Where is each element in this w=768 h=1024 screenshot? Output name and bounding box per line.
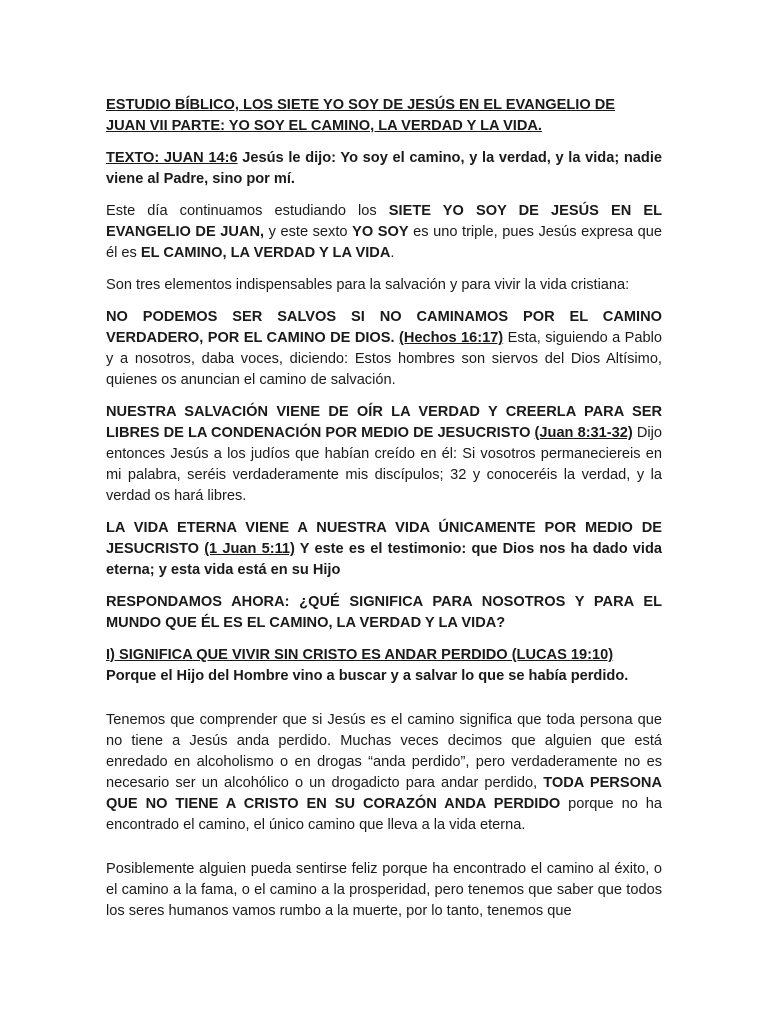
body-paragraph-2: Posiblemente alguien pueda sentirse feliz porque ha encontrado el camino al éxito, o el camino a la fama, o el camino a la prosperidad, pero tenemos que saber que todos los seres humanos vamos rumbo a la muerte, por lo tanto, tenemos que	[106, 861, 662, 919]
intro-text-2: y este sexto	[264, 224, 353, 240]
elements-intro: Son tres elementos indispensables para la salvación y para vivir la vida cristiana:	[106, 277, 630, 293]
title-line-1: ESTUDIO BÍBLICO, LOS SIETE YO SOY DE JESÚS EN EL EVANGELIO DE	[106, 97, 615, 113]
body-1-text-1: Tenemos que comprender que si Jesús es el camino significa que toda persona que no tiene a Jesús anda perdido. Muchas veces decimos que alguien que está enredado en alcoholismo o en drogas “anda perdido”, pero verdaderamente no es necesario ser un alcohólico o un drogadicto para andar perdido,	[106, 712, 662, 791]
intro-bold-1: SIETE YO SOY DE JESÚS EN EL EVANGELIO DE JUAN,	[106, 203, 662, 240]
body-1-bold: TODA PERSONA QUE NO TIENE A CRISTO EN SU CORAZÓN ANDA PERDIDO	[106, 775, 663, 812]
point-2-text: Dijo entonces Jesús a los judíos que habían creído en él: Si vosotros permaneciereis en mi palabra, seréis verdaderamente mis discípulos; 32 y conoceréis la verdad, y la verdad os hará libres.	[106, 425, 662, 504]
point-1	[106, 307, 662, 391]
section-1	[106, 645, 662, 687]
point-1-heading: NO PODEMOS SER SALVOS SI NO CAMINAMOS POR EL CAMINO VERDADERO, POR EL CAMINO DE DIOS.	[106, 309, 662, 346]
point-2	[106, 402, 662, 507]
key-verse	[106, 148, 662, 190]
point-3-heading: LA VIDA ETERNA VIENE A NUESTRA VIDA ÚNICAMENTE POR MEDIO DE JESUCRISTO	[106, 520, 662, 557]
key-verse-reference: TEXTO: JUAN 14:6	[106, 150, 238, 166]
intro-text-3: es uno triple, pues Jesús expresa que él es	[106, 224, 662, 261]
point-2-reference: (Juan 8:31-32)	[534, 425, 633, 441]
body-1-text-2: porque no ha encontrado el camino, el único camino que lleva a la vida eterna.	[106, 796, 662, 833]
intro-text-1: Este día continuamos estudiando los	[106, 203, 389, 219]
body-paragraph-1	[106, 710, 662, 836]
section-1-verse: Porque el Hijo del Hombre vino a buscar y a salvar lo que se había perdido.	[106, 668, 629, 684]
document-title	[106, 95, 662, 137]
point-2-heading: NUESTRA SALVACIÓN VIENE DE OÍR LA VERDAD Y CREERLA PARA SER LIBRES DE LA CONDENACIÓN POR MEDIO DE JESUCRISTO	[106, 404, 662, 441]
point-1-reference: (Hechos 16:17)	[398, 330, 504, 346]
point-3-reference: (1 Juan 5:11)	[204, 541, 295, 557]
point-3	[106, 518, 662, 581]
point-1-text: Esta, siguiendo a Pablo y a nosotros, daba voces, diciendo: Estos hombres son siervos del Dios Altísimo, quienes os anuncian el camino de salvación.	[106, 330, 662, 388]
intro-paragraph	[106, 201, 662, 264]
document-body	[106, 95, 662, 933]
section-1-heading: I) SIGNIFICA QUE VIVIR SIN CRISTO ES ANDAR PERDIDO (LUCAS 19:10)	[106, 647, 614, 663]
intro-bold-3: EL CAMINO, LA VERDAD Y LA VIDA	[140, 245, 391, 261]
intro-text-4: .	[390, 245, 395, 261]
title-line-2: JUAN VII PARTE: YO SOY EL CAMINO, LA VERDAD Y LA VIDA.	[106, 118, 542, 134]
intro-bold-2: YO SOY	[352, 224, 409, 240]
point-3-text: Y este es el testimonio: que Dios nos ha dado vida eterna; y esta vida está en su Hijo	[106, 541, 662, 578]
question-heading: RESPONDAMOS AHORA: ¿QUÉ SIGNIFICA PARA NOSOTROS Y PARA EL MUNDO QUE ÉL ES EL CAMINO, LA VERDAD Y LA VIDA?	[106, 594, 662, 631]
key-verse-text: Jesús le dijo: Yo soy el camino, y la verdad, y la vida; nadie viene al Padre, sino por mí.	[106, 150, 663, 187]
